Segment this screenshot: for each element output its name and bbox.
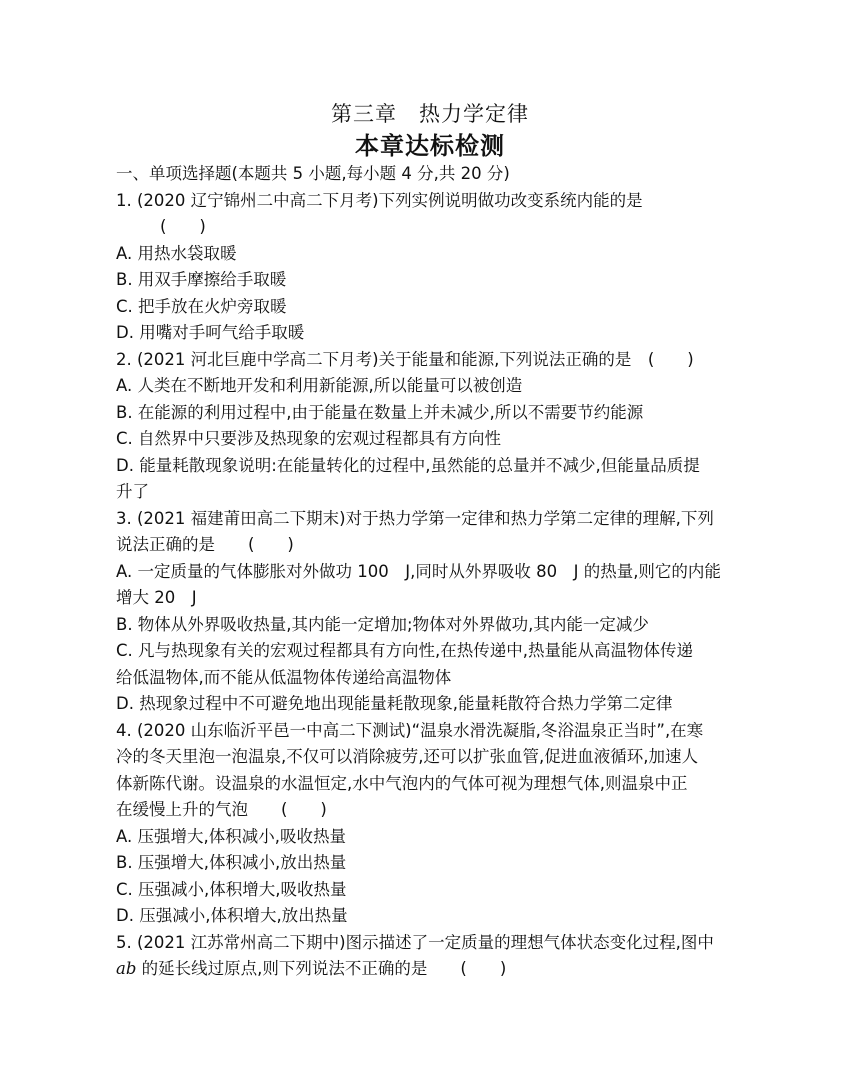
- question-3-option-a: A. 一定质量的气体膨胀对外做功 100 J,同时从外界吸收 80 J 的热量,则它的内能: [116, 562, 721, 581]
- question-3-option-b: B. 物体从外界吸收热量,其内能一定增加;物体对外界做功,其内能一定减少: [116, 615, 649, 634]
- question-3-option-a-cont: 增大 20 J: [116, 588, 197, 607]
- section-heading: 一、单项选择题(本题共 5 小题,每小题 4 分,共 20 分): [116, 164, 510, 183]
- question-2-option-b: B. 在能源的利用过程中,由于能量在数量上并未减少,所以不需要节约能源: [116, 403, 644, 422]
- question-4-option-b: B. 压强增大,体积减小,放出热量: [116, 853, 347, 872]
- question-1-answer-paren: ( ): [160, 217, 206, 236]
- question-1-option-b: B. 用双手摩擦给手取暖: [116, 270, 287, 289]
- question-4-stem-line-2: 冷的冬天里泡一泡温泉,不仅可以消除疲劳,还可以扩张血管,促进血液循环,加速人: [116, 747, 698, 766]
- question-4-option-a: A. 压强增大,体积减小,吸收热量: [116, 827, 346, 846]
- question-5-stem-cont: [116, 955, 506, 979]
- question-3-stem-cont: 说法正确的是 ( ): [116, 535, 294, 554]
- question-2-option-c: C. 自然界中只要涉及热现象的宏观过程都具有方向性: [116, 429, 502, 448]
- chapter-name: 热力学定律: [419, 102, 529, 126]
- segment-ab-label: ab: [116, 959, 137, 978]
- question-4-stem: 4. (2020 山东临沂平邑一中高二下测试)“温泉水滑洗凝脂,冬浴温泉正当时”,在寒: [116, 721, 704, 740]
- chapter-heading: [0, 98, 860, 128]
- question-3-stem: 3. (2021 福建莆田高二下期末)对于热力学第一定律和热力学第二定律的理解,下列: [116, 509, 714, 528]
- question-2-option-a: A. 人类在不断地开发和利用新能源,所以能量可以被创造: [116, 376, 523, 395]
- question-3-option-c: C. 凡与热现象有关的宏观过程都具有方向性,在热传递中,热量能从高温物体传递: [116, 641, 694, 660]
- question-4-stem-line-3: 体新陈代谢。设温泉的水温恒定,水中气泡内的气体可视为理想气体,则温泉中正: [116, 774, 688, 793]
- question-2-option-d-cont: 升了: [116, 482, 149, 501]
- question-1-stem: 1. (2020 辽宁锦州二中高二下月考)下列实例说明做功改变系统内能的是: [116, 191, 643, 210]
- question-4-stem-line-4: 在缓慢上升的气泡 ( ): [116, 800, 327, 819]
- page-title: 本章达标检测: [355, 132, 505, 160]
- question-3-option-c-cont: 给低温物体,而不能从低温物体传递给高温物体: [116, 668, 452, 687]
- question-3-option-d: D. 热现象过程中不可避免地出现能量耗散现象,能量耗散符合热力学第二定律: [116, 694, 673, 713]
- question-4-option-c: C. 压强减小,体积增大,吸收热量: [116, 880, 347, 899]
- question-1-option-d: D. 用嘴对手呵气给手取暖: [116, 323, 305, 342]
- question-2-option-d: D. 能量耗散现象说明:在能量转化的过程中,虽然能的总量并不减少,但能量品质提: [116, 456, 700, 475]
- question-5-stem-tail: 的延长线过原点,则下列说法不正确的是 ( ): [136, 959, 507, 978]
- question-2-stem: 2. (2021 河北巨鹿中学高二下月考)关于能量和能源,下列说法正确的是 ( ): [116, 350, 694, 369]
- question-5-stem: 5. (2021 江苏常州高二下期中)图示描述了一定质量的理想气体状态变化过程,图中: [116, 933, 714, 952]
- question-4-option-d: D. 压强减小,体积增大,放出热量: [116, 906, 348, 925]
- question-1-option-a: A. 用热水袋取暖: [116, 244, 237, 263]
- question-1-option-c: C. 把手放在火炉旁取暖: [116, 297, 287, 316]
- chapter-number: 第三章: [331, 102, 397, 126]
